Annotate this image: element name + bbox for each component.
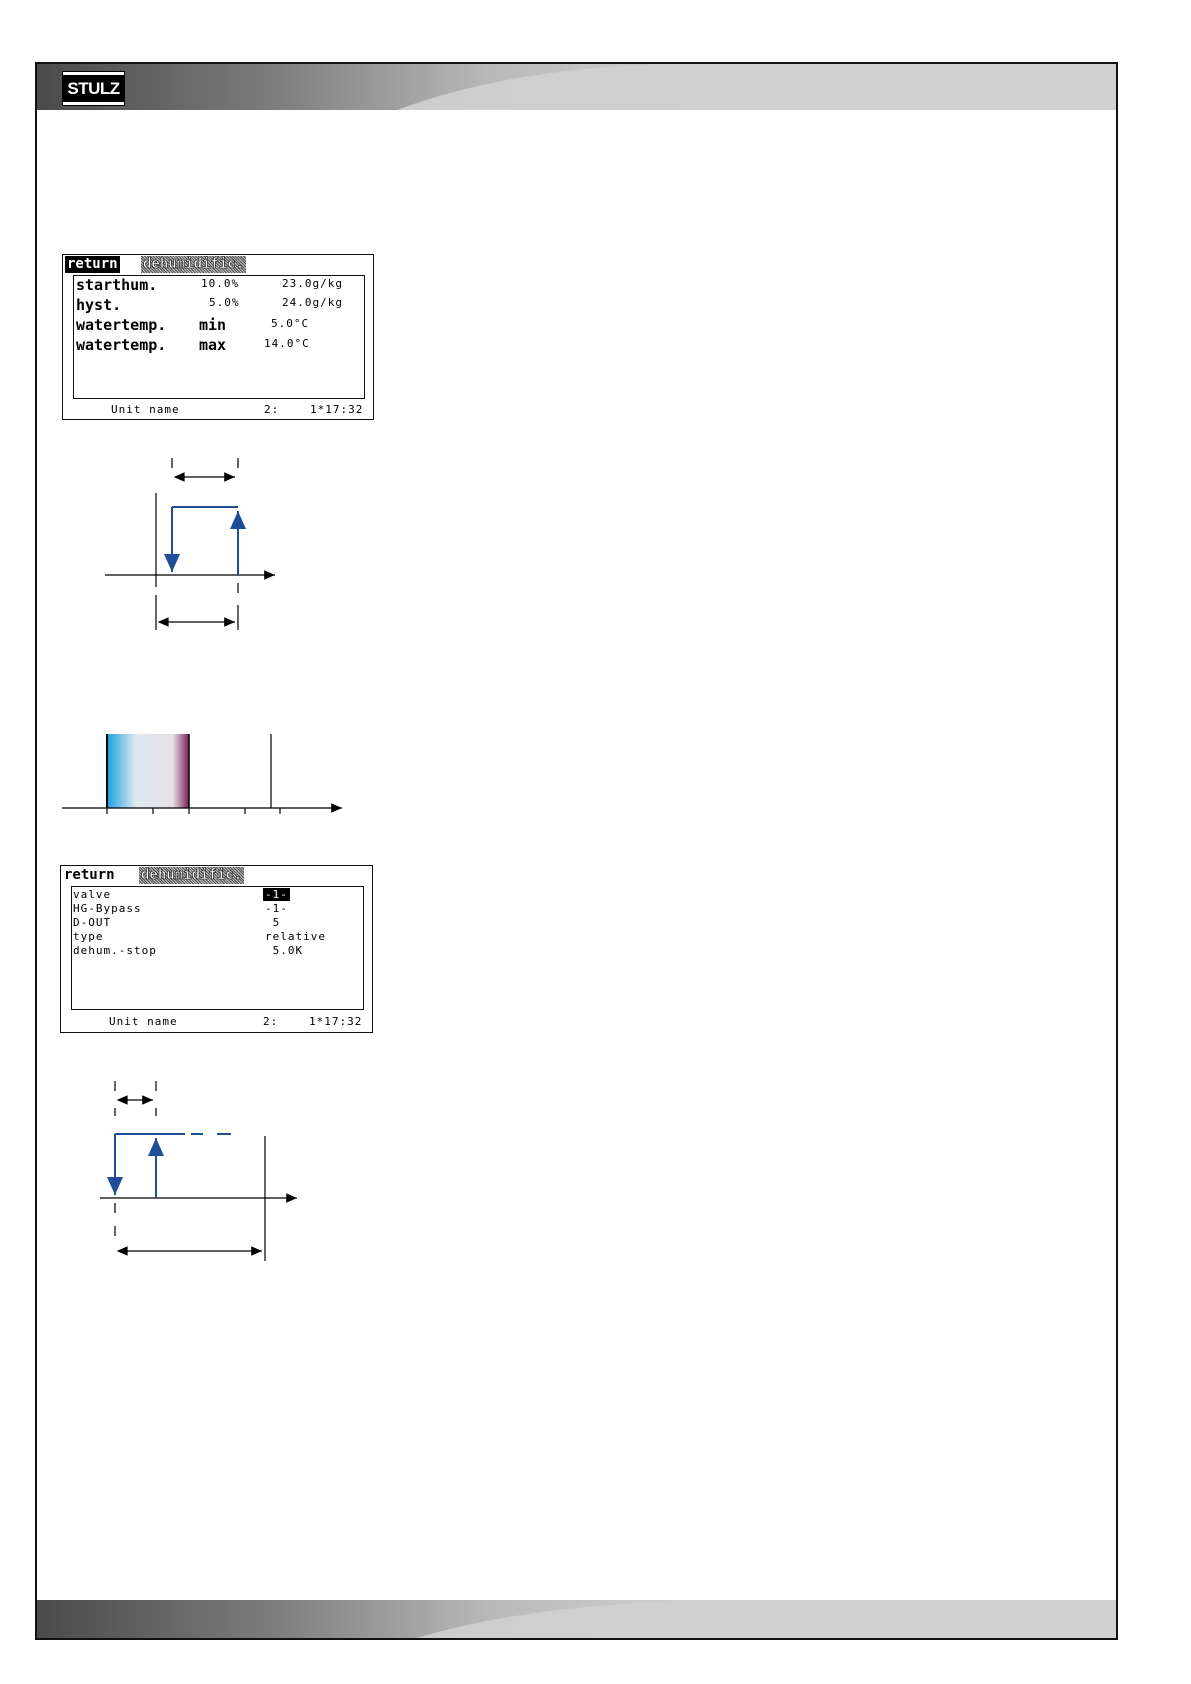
row-value-temp: 14.0°C (264, 337, 310, 350)
row-value-absolute: 23.0g/kg (282, 277, 343, 290)
param-label: valve (73, 888, 112, 901)
status-unit-name: Unit name (109, 1015, 178, 1028)
controller-display-dehumidification (60, 865, 373, 1033)
row-value-percent: 10.0% (201, 277, 240, 290)
tab-return[interactable]: return (67, 256, 118, 272)
param-value: relative (265, 930, 326, 943)
param-value-selected[interactable]: -1- (265, 888, 288, 901)
status-number: 2: (263, 1015, 279, 1028)
row-label: watertemp. (76, 336, 167, 354)
row-label: starthum. (76, 276, 158, 294)
hysteresis-diagram-2 (95, 1078, 315, 1268)
param-value: 5.0K (265, 944, 304, 957)
row-qualifier: min (199, 316, 227, 334)
row-qualifier: max (199, 336, 227, 354)
status-time: 1*17:32 (309, 1015, 363, 1028)
row-value-absolute: 24.0g/kg (282, 296, 343, 309)
status-number: 2: (264, 403, 280, 416)
header-band (37, 64, 1116, 110)
param-label: type (73, 930, 104, 943)
tab-dehumidific[interactable]: dehumidific. (141, 867, 243, 883)
row-value-temp: 5.0°C (271, 317, 310, 330)
param-label: dehum.-stop (73, 944, 157, 957)
status-unit-name: Unit name (111, 403, 180, 416)
footer-swoosh (37, 1600, 1116, 1638)
status-time: 1*17:32 (310, 403, 364, 416)
param-value: -1- (265, 902, 288, 915)
tab-dehumidific[interactable]: dehumidific. (143, 256, 245, 272)
row-label: watertemp. (76, 316, 167, 334)
param-label: HG-Bypass (73, 902, 142, 915)
control-range-diagram (60, 730, 350, 830)
param-value: 5 (265, 916, 281, 929)
hysteresis-diagram-1 (95, 455, 295, 645)
row-label: hyst. (76, 296, 122, 314)
footer-band (37, 1600, 1116, 1638)
header-swoosh (37, 64, 1116, 110)
controller-display-humidity (62, 254, 374, 420)
stulz-logo: STULZ (63, 72, 124, 105)
param-label: D-OUT (73, 916, 112, 929)
row-value-percent: 5.0% (209, 296, 240, 309)
tab-return[interactable]: return (64, 867, 115, 883)
